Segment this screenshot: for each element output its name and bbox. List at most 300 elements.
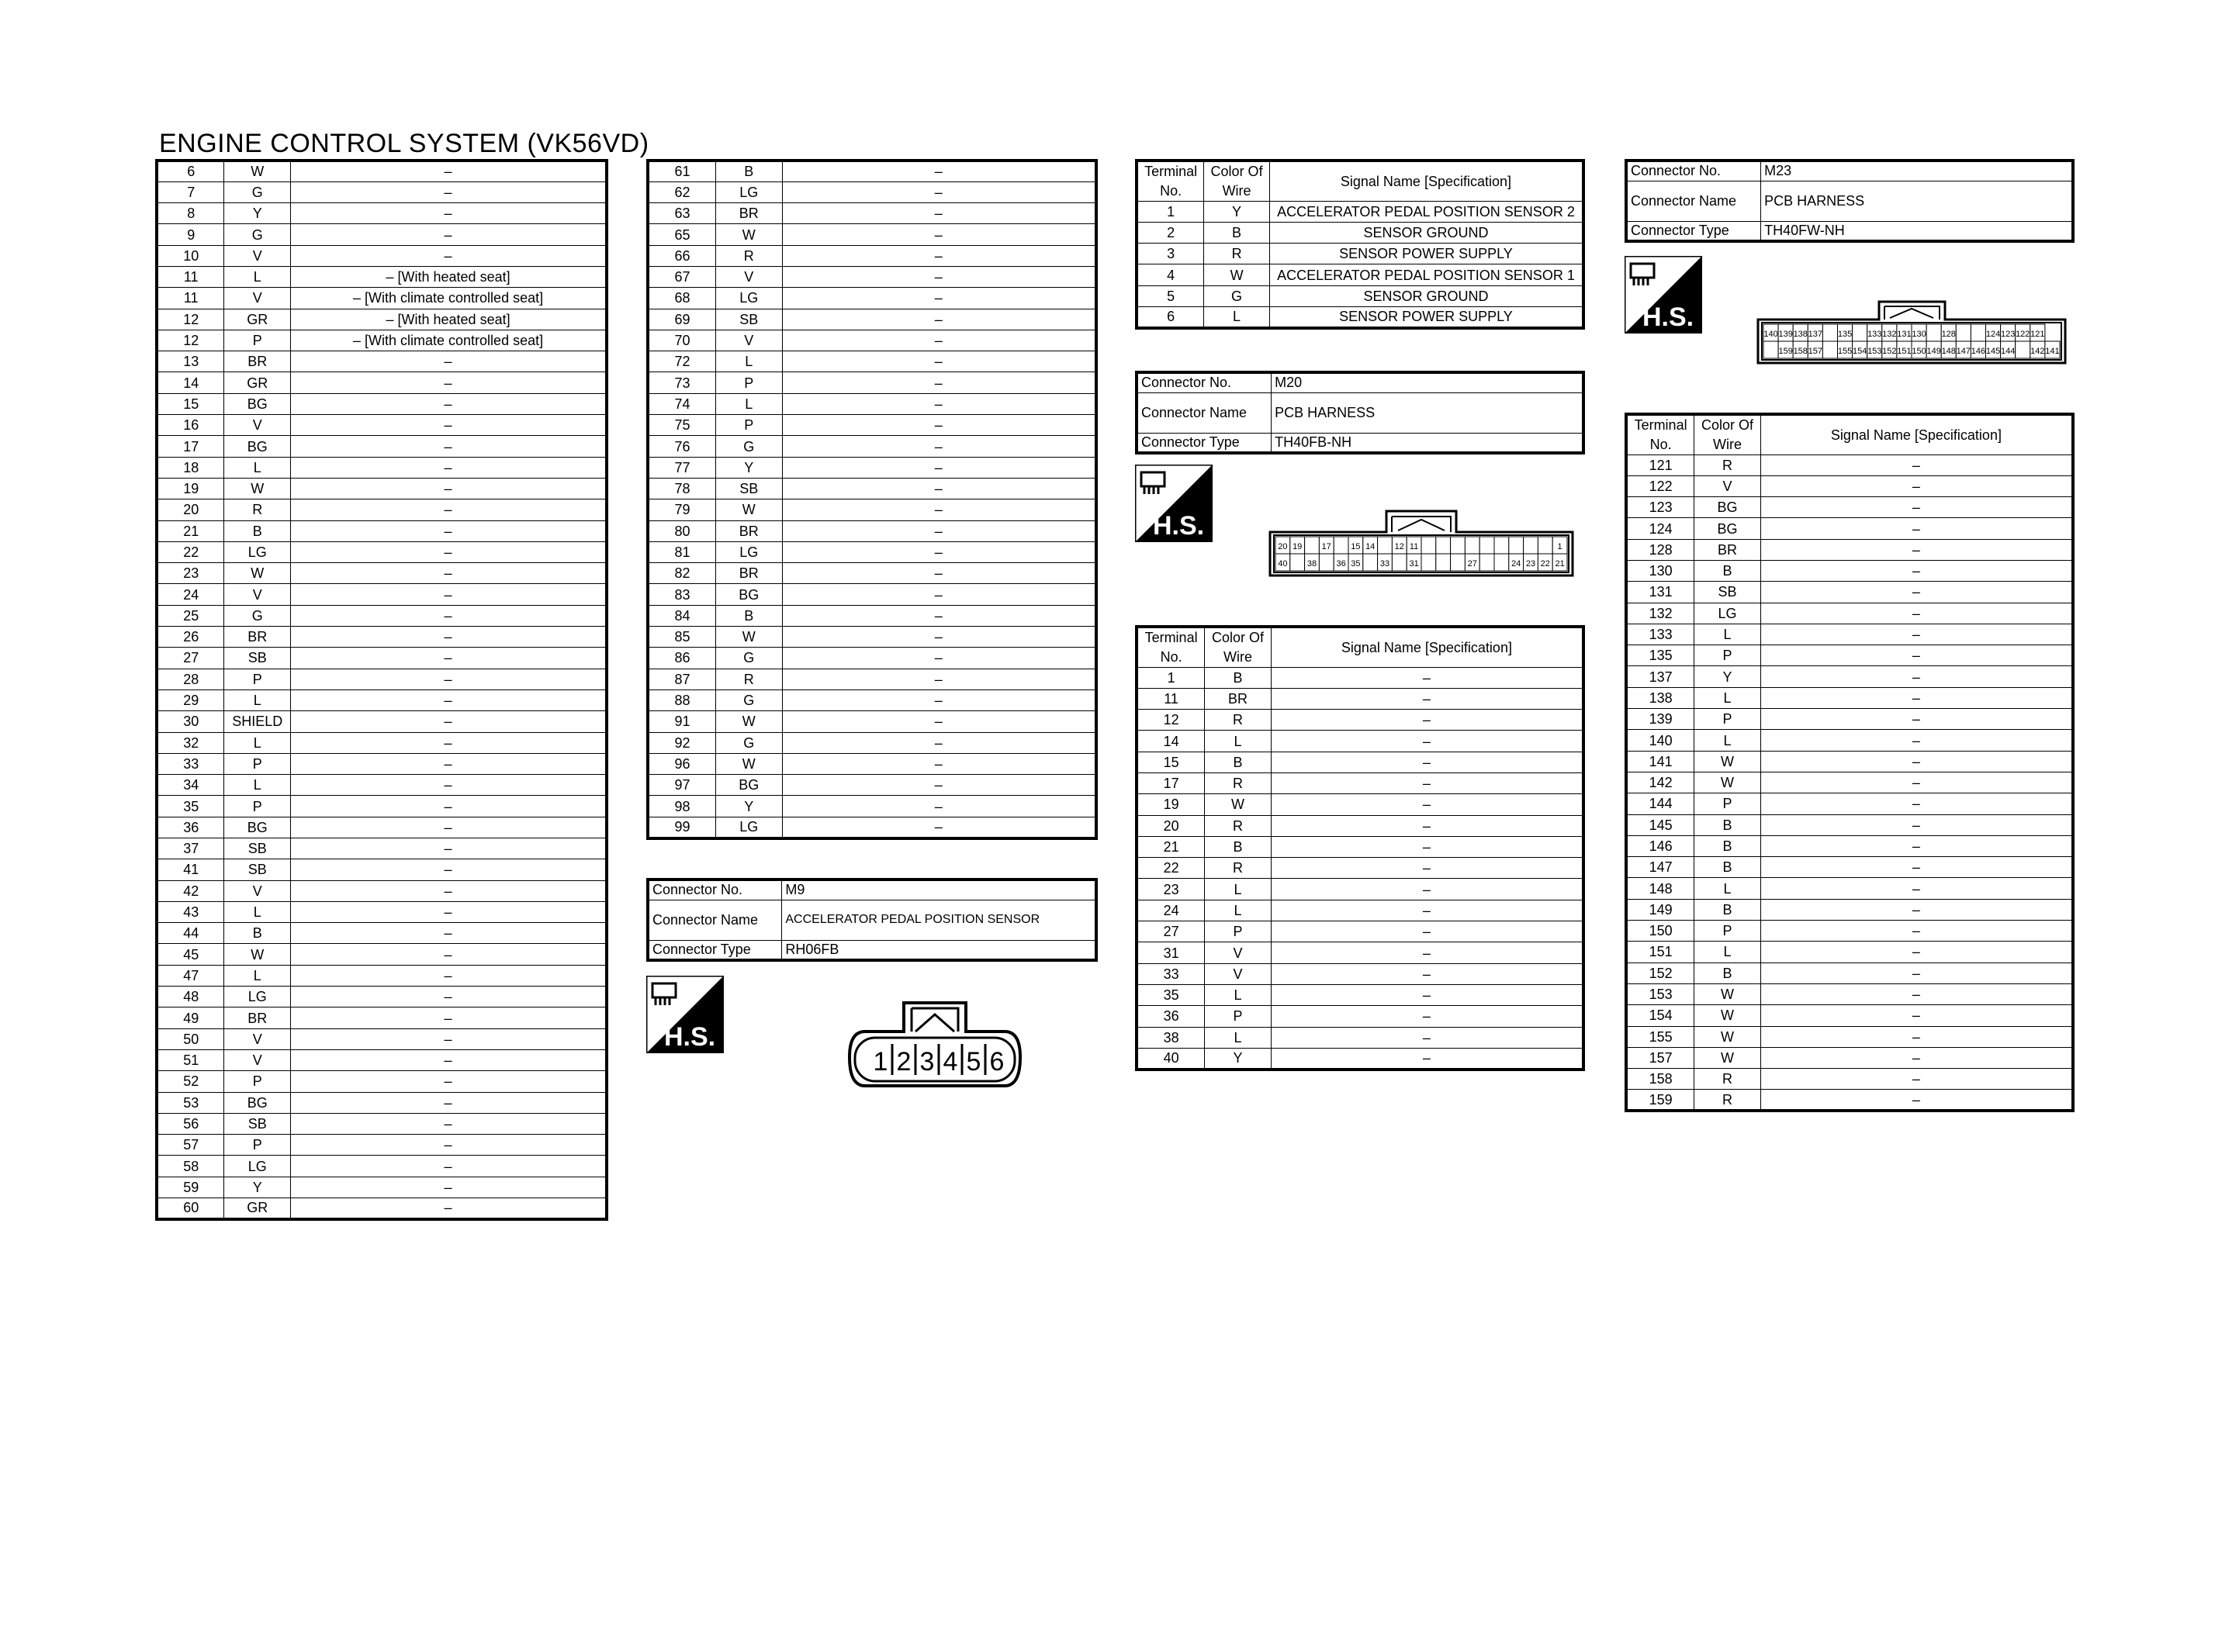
pin-label: 123 [2000, 330, 2016, 339]
table-row [648, 648, 1096, 669]
signal-name-cell: – [1271, 900, 1583, 921]
terminal-no-cell: 158 [1626, 1069, 1694, 1090]
signal-name-cell: – [1271, 1048, 1583, 1069]
terminal-no-cell: 35 [1137, 984, 1205, 1005]
table-row [1137, 752, 1583, 772]
signal-name-cell: – [1760, 1005, 2073, 1026]
wire-color-cell: BG [715, 584, 782, 605]
table-row [1626, 560, 2073, 581]
table-row [648, 330, 1096, 351]
terminal-no-cell: 146 [1626, 835, 1694, 856]
terminal-no-cell: 133 [1626, 624, 1694, 645]
terminal-no-cell: 23 [157, 563, 224, 584]
terminal-no-cell: 53 [157, 1092, 224, 1113]
terminal-no-cell: 58 [157, 1156, 224, 1177]
terminal-no-cell: 36 [1137, 1006, 1205, 1027]
terminal-no-cell: 80 [648, 520, 715, 541]
table-row [157, 1007, 607, 1028]
table-row [648, 563, 1096, 584]
terminal-no-cell: 81 [648, 541, 715, 562]
table-row [1137, 963, 1583, 984]
terminal-no-cell: 12 [1137, 710, 1205, 731]
pin-label: 19 [1293, 542, 1303, 551]
wire-color-cell: BR [715, 563, 782, 584]
pin-cell [2016, 341, 2030, 358]
terminal-table-m23 [1625, 413, 2075, 1112]
pin-cell [1451, 554, 1466, 571]
wire-color-cell: BR [224, 1007, 291, 1028]
table-row [1137, 710, 1583, 731]
signal-name-cell: – [1271, 772, 1583, 793]
terminal-no-cell: 148 [1626, 878, 1694, 899]
terminal-no-cell: 27 [157, 648, 224, 669]
pin-label: 133 [1867, 330, 1882, 339]
wire-color-cell: L [1694, 730, 1761, 751]
signal-name-cell: – [782, 605, 1096, 626]
connector-info-m23 [1625, 159, 2075, 243]
table-row [157, 817, 607, 838]
terminal-no-cell: 98 [648, 796, 715, 817]
table-row [157, 436, 607, 457]
table-row [157, 288, 607, 309]
wire-color-cell: P [224, 669, 291, 689]
table-row [648, 203, 1096, 224]
connector-type-label: Connector Type [648, 940, 782, 960]
signal-name-cell: – [1271, 794, 1583, 815]
table-row [648, 372, 1096, 393]
pin-label: 145 [1985, 347, 2001, 356]
table-row [157, 1177, 607, 1198]
signal-name-cell: – [291, 415, 607, 436]
pin-cell [1319, 554, 1334, 571]
wire-color-cell: L [1694, 687, 1761, 708]
table-row [1137, 244, 1583, 264]
connector-face-m23 [1755, 299, 2068, 366]
pin-label: 124 [1985, 330, 2001, 339]
terminal-no-cell: 8 [157, 203, 224, 224]
wire-color-cell: W [1694, 772, 1761, 793]
svg-text:H.S.: H.S. [663, 1022, 716, 1052]
wire-color-cell: R [715, 245, 782, 266]
signal-name-cell: – [1271, 963, 1583, 984]
terminal-no-cell: 4 [1137, 264, 1204, 285]
wire-color-cell: R [1205, 710, 1272, 731]
table-row [648, 689, 1096, 710]
wire-color-cell: V [715, 330, 782, 351]
wire-color-cell: V [224, 415, 291, 436]
table-row [157, 1071, 607, 1092]
wire-color-cell: BR [1205, 688, 1272, 709]
wire-color-cell: Y [715, 457, 782, 478]
table-row [648, 584, 1096, 605]
table-row [1626, 772, 2073, 793]
wire-color-cell: BR [715, 203, 782, 224]
table-row [157, 796, 607, 817]
pin-label: 1 [1557, 542, 1562, 551]
wire-color-cell: L [224, 732, 291, 753]
pin-label: 121 [2030, 330, 2045, 339]
terminal-no-cell: 19 [157, 478, 224, 499]
wire-color-cell: L [1694, 942, 1761, 963]
table-row [157, 309, 607, 330]
pin-label: 142 [2030, 347, 2045, 356]
signal-name-cell: – [291, 203, 607, 224]
signal-name-cell: – [782, 817, 1096, 838]
pin-label: 14 [1365, 542, 1376, 551]
pin-label: 12 [1394, 542, 1404, 551]
terminal-no-cell: 26 [157, 627, 224, 648]
signal-name-cell: – [With climate controlled seat] [291, 288, 607, 309]
terminal-no-cell: 147 [1626, 857, 1694, 878]
signal-name-cell: – [291, 796, 607, 817]
terminal-no-cell: 56 [157, 1113, 224, 1134]
wire-color-cell: B [1694, 857, 1761, 878]
table-row [1137, 942, 1583, 963]
connector-type-value: RH06FB [782, 940, 1096, 960]
table-row [157, 203, 607, 224]
table-row [648, 415, 1096, 436]
terminal-no-cell: 142 [1626, 772, 1694, 793]
terminal-no-cell: 87 [648, 669, 715, 689]
pin-cell [1822, 324, 1837, 341]
terminal-no-cell: 49 [157, 1007, 224, 1028]
terminal-no-cell: 61 [648, 161, 715, 181]
table-row [157, 775, 607, 796]
wire-color-cell: SHIELD [224, 711, 291, 732]
wire-color-cell: P [1205, 1006, 1272, 1027]
table-row [1137, 900, 1583, 921]
terminal-no-cell: 13 [157, 351, 224, 372]
signal-name-cell: – [782, 436, 1096, 457]
wire-color-cell: BR [715, 520, 782, 541]
wire-color-cell: W [715, 753, 782, 774]
wire-color-cell: R [1694, 454, 1761, 475]
table-row [1626, 878, 2073, 899]
terminal-no-cell: 124 [1626, 518, 1694, 539]
terminal-no-cell: 37 [157, 838, 224, 859]
signal-name-cell: – [782, 689, 1096, 710]
signal-name-cell: – [1760, 1026, 2073, 1047]
table-row [157, 880, 607, 901]
signal-name-cell: – [291, 817, 607, 838]
table-row [1626, 497, 2073, 518]
connector-info-m20 [1135, 371, 1585, 454]
table-row [648, 457, 1096, 478]
terminal-no-cell: 17 [1137, 772, 1205, 793]
table-row [157, 351, 607, 372]
table-row [1626, 475, 2073, 496]
pin-cell [1392, 554, 1407, 571]
terminal-no-cell: 24 [157, 584, 224, 605]
wire-color-cell: SB [1694, 582, 1761, 603]
table-row [1137, 772, 1583, 793]
signal-name-cell: – [291, 541, 607, 562]
wire-color-cell: R [715, 669, 782, 689]
signal-name-cell: – [291, 584, 607, 605]
signal-name-cell: – [782, 372, 1096, 393]
terminal-no-cell: 88 [648, 689, 715, 710]
terminal-no-cell: 84 [648, 605, 715, 626]
signal-name-cell: – [782, 309, 1096, 330]
table-row [648, 775, 1096, 796]
table-row [1137, 264, 1583, 285]
pin-label: 151 [1897, 347, 1912, 356]
wire-color-cell: B [1694, 963, 1761, 983]
signal-name-cell: – [782, 288, 1096, 309]
wire-color-cell: V [224, 584, 291, 605]
pin-cell [1436, 554, 1451, 571]
terminal-no-cell: 2 [1137, 222, 1204, 243]
terminal-no-cell: 20 [157, 499, 224, 520]
table-row [1137, 879, 1583, 900]
terminal-no-cell: 3 [1137, 244, 1204, 264]
wire-color-cell: W [224, 563, 291, 584]
signal-name-cell: – [1760, 1090, 2073, 1111]
pin-label: 135 [1837, 330, 1853, 339]
signal-name-cell: ACCELERATOR PEDAL POSITION SENSOR 2 [1269, 201, 1583, 222]
terminal-no-cell: 29 [157, 689, 224, 710]
signal-name-cell: – [782, 245, 1096, 266]
wire-color-cell: W [224, 478, 291, 499]
table-row [157, 923, 607, 944]
signal-name-cell: – [1760, 1047, 2073, 1068]
signal-name-cell: – [1760, 475, 2073, 496]
pin-label: 140 [1763, 330, 1778, 339]
terminal-no-cell: 5 [1137, 285, 1204, 306]
pin-cell [1494, 537, 1509, 554]
signal-name-cell: – [1760, 983, 2073, 1004]
table-row [648, 605, 1096, 626]
signal-name-cell: – [291, 563, 607, 584]
connector-no-label: Connector No. [1137, 372, 1272, 392]
header-color-of-wire: Color Of Wire [1205, 627, 1272, 667]
connector-info-m9 [646, 878, 1098, 962]
table-row [648, 351, 1096, 372]
header-terminal-no: Terminal No. [1626, 414, 1694, 454]
signal-name-cell: – [291, 1113, 607, 1134]
table-row [648, 161, 1096, 181]
wire-color-cell: Y [1205, 1048, 1272, 1069]
terminal-no-cell: 132 [1626, 603, 1694, 624]
wire-color-cell: P [1205, 921, 1272, 942]
pin-label: 154 [1852, 347, 1867, 356]
table-row [648, 436, 1096, 457]
terminal-no-cell: 131 [1626, 582, 1694, 603]
pin-label: 149 [1926, 347, 1941, 356]
signal-name-cell: – [1760, 560, 2073, 581]
terminal-no-cell: 23 [1137, 879, 1205, 900]
signal-name-cell: – [1760, 751, 2073, 772]
pin-label: 146 [1971, 347, 1986, 356]
signal-name-cell: – [291, 669, 607, 689]
terminal-no-cell: 48 [157, 987, 224, 1007]
signal-name-cell: – [782, 563, 1096, 584]
terminal-no-cell: 96 [648, 753, 715, 774]
signal-name-cell: – [782, 648, 1096, 669]
wire-color-cell: P [1694, 709, 1761, 730]
signal-name-cell: – [291, 1135, 607, 1156]
connector-type-label: Connector Type [1137, 433, 1272, 453]
wire-color-cell: B [224, 923, 291, 944]
signal-name-cell: – [782, 181, 1096, 202]
wire-color-cell: L [224, 689, 291, 710]
wire-color-cell: L [1694, 624, 1761, 645]
table-row [1626, 835, 2073, 856]
wire-color-cell: W [715, 711, 782, 732]
wire-color-cell: L [1205, 879, 1272, 900]
signal-name-cell: – [1271, 752, 1583, 772]
wire-color-cell: SB [715, 478, 782, 499]
table-row [157, 541, 607, 562]
wire-color-cell: L [224, 775, 291, 796]
wire-color-cell: L [1205, 984, 1272, 1005]
pin-label: 20 [1278, 542, 1288, 551]
signal-name-cell: – [With heated seat] [291, 309, 607, 330]
wire-color-cell: GR [224, 372, 291, 393]
terminal-no-cell: 157 [1626, 1047, 1694, 1068]
terminal-no-cell: 76 [648, 436, 715, 457]
wire-color-cell: L [1205, 1027, 1272, 1048]
wire-color-cell: G [224, 605, 291, 626]
signal-name-cell: – [291, 859, 607, 880]
terminal-no-cell: 86 [648, 648, 715, 669]
table-row [1137, 306, 1583, 327]
terminal-no-cell: 41 [157, 859, 224, 880]
wire-color-cell: P [1694, 645, 1761, 666]
table-row [1626, 793, 2073, 814]
signal-name-cell: – [291, 1156, 607, 1177]
pin-label: 132 [1882, 330, 1897, 339]
wire-color-cell: W [1204, 264, 1270, 285]
table-row [157, 689, 607, 710]
terminal-no-cell: 153 [1626, 983, 1694, 1004]
table-row [157, 732, 607, 753]
wire-color-cell: BG [1694, 497, 1761, 518]
wire-color-cell: B [715, 161, 782, 181]
wire-color-cell: Y [224, 203, 291, 224]
signal-name-cell: – [291, 1049, 607, 1070]
signal-name-cell: – [291, 711, 607, 732]
terminal-no-cell: 69 [648, 309, 715, 330]
wire-color-cell: W [715, 499, 782, 520]
connector-no-label: Connector No. [648, 880, 782, 900]
pin-cell [1926, 324, 1941, 341]
wire-color-cell: BR [1694, 539, 1761, 560]
wire-color-cell: LG [224, 987, 291, 1007]
wire-color-cell: V [224, 880, 291, 901]
wire-color-cell: V [224, 245, 291, 266]
wire-color-cell: LG [715, 817, 782, 838]
table-row [648, 669, 1096, 689]
wire-color-cell: L [224, 965, 291, 986]
table-row [157, 415, 607, 436]
header-color-of-wire: Color Of Wire [1204, 161, 1270, 201]
table-row [157, 1156, 607, 1177]
pin-label: 11 [1409, 542, 1419, 551]
terminal-no-cell: 99 [648, 817, 715, 838]
signal-name-cell: – [1760, 539, 2073, 560]
table-row [648, 711, 1096, 732]
table-row [157, 266, 607, 287]
pin-label: 128 [1941, 330, 1956, 339]
wire-color-cell: W [1694, 1047, 1761, 1068]
signal-name-cell: – [291, 648, 607, 669]
signal-name-cell: – [782, 627, 1096, 648]
wire-color-cell: W [1205, 794, 1272, 815]
terminal-no-cell: 11 [1137, 688, 1205, 709]
header-signal-name: Signal Name [Specification] [1269, 161, 1583, 201]
wire-color-cell: BG [1694, 518, 1761, 539]
table-row [648, 224, 1096, 245]
wire-color-cell: L [224, 457, 291, 478]
connector-type-value: TH40FB-NH [1272, 433, 1583, 453]
header-signal-name: Signal Name [Specification] [1271, 627, 1583, 667]
signal-name-cell: – [291, 880, 607, 901]
pin-cell [1763, 341, 1778, 358]
table-row [1626, 582, 2073, 603]
table-row [1137, 836, 1583, 857]
signal-name-cell: – [782, 330, 1096, 351]
table-row [1626, 518, 2073, 539]
pin-label: 36 [1336, 559, 1346, 569]
table-row [157, 711, 607, 732]
table-row [1626, 539, 2073, 560]
table-row [157, 753, 607, 774]
terminal-no-cell: 144 [1626, 793, 1694, 814]
wire-color-cell: W [224, 944, 291, 965]
signal-name-cell: – [782, 732, 1096, 753]
table-row [157, 224, 607, 245]
table-row [1626, 666, 2073, 687]
table-row [157, 181, 607, 202]
connector-no-value: M23 [1761, 161, 2073, 181]
wire-color-cell: LG [715, 288, 782, 309]
table-row [1626, 624, 2073, 645]
signal-name-cell: – [1271, 942, 1583, 963]
pin-cell [1305, 537, 1320, 554]
wire-color-cell: W [715, 224, 782, 245]
signal-name-cell: – [1760, 857, 2073, 878]
signal-name-cell: – [782, 478, 1096, 499]
table-row [157, 372, 607, 393]
pin-label: 150 [1912, 347, 1926, 356]
wire-color-cell: W [1694, 1026, 1761, 1047]
wire-color-cell: G [715, 436, 782, 457]
terminal-no-cell: 63 [648, 203, 715, 224]
table-row [1626, 814, 2073, 835]
table-row [157, 520, 607, 541]
wire-color-cell: P [715, 372, 782, 393]
signal-name-cell: – [1271, 879, 1583, 900]
signal-name-cell: – [782, 203, 1096, 224]
signal-name-cell: – [1760, 899, 2073, 920]
terminal-no-cell: 11 [157, 266, 224, 287]
terminal-no-cell: 154 [1626, 1005, 1694, 1026]
wire-color-cell: G [715, 689, 782, 710]
table-row [1137, 222, 1583, 243]
signal-name-cell: – [1760, 666, 2073, 687]
signal-name-cell: – [291, 605, 607, 626]
wire-color-cell: R [1204, 244, 1270, 264]
table-row [1626, 1090, 2073, 1111]
terminal-table-m20 [1135, 625, 1585, 1071]
wire-color-cell: P [224, 753, 291, 774]
wire-color-cell: LG [224, 541, 291, 562]
pin-cell [1421, 554, 1436, 571]
table-row [1137, 285, 1583, 306]
table-row [1626, 603, 2073, 624]
signal-name-cell: – [782, 669, 1096, 689]
